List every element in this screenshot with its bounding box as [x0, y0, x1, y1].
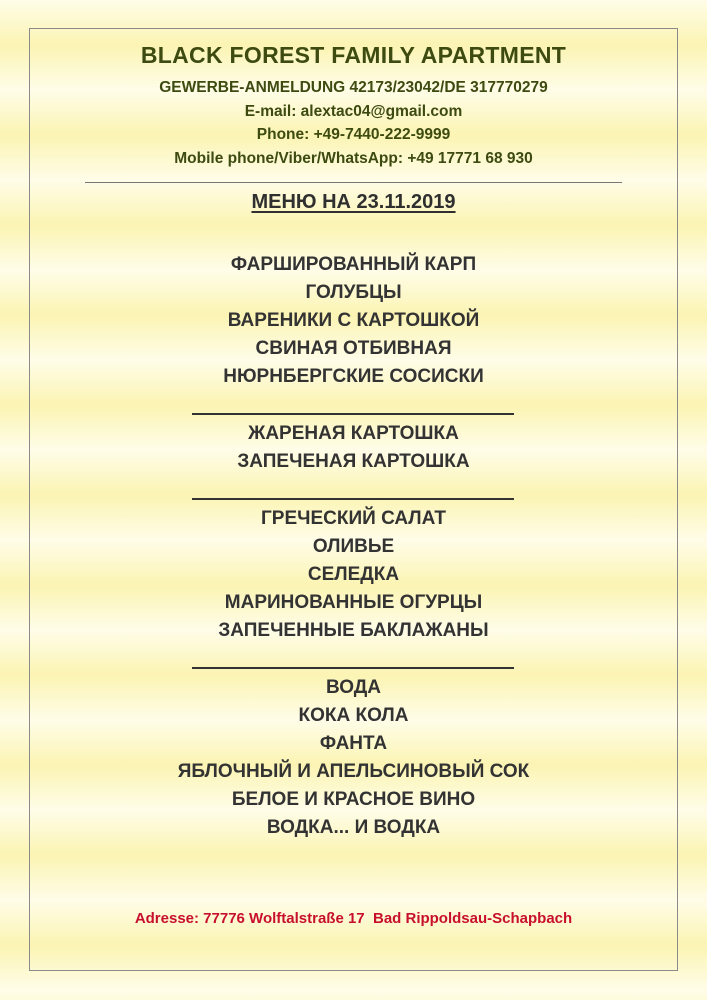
menu-item: ВОДКА... И ВОДКА: [266, 817, 441, 838]
menu-item: ЗАПЕЧЕННЫЕ БАКЛАЖАНЫ: [218, 620, 489, 641]
menu-item: ОЛИВЬЕ: [312, 536, 395, 557]
mobile-line: Mobile phone/Viber/WhatsApp: +49 17771 68 930: [174, 150, 533, 167]
section-divider: [192, 667, 514, 669]
phone-line: Phone: +49-7440-222-9999: [256, 126, 451, 143]
menu-title: [0, 191, 707, 214]
menu-item: ФАНТА: [319, 733, 388, 754]
footer-address: Adresse: 77776 Wolftalstraße 17 Bad Rippoldsau-Schapbach: [134, 910, 573, 927]
menu-item: НЮРНБЕРГСКИЕ СОСИСКИ: [223, 366, 484, 387]
email-line: E-mail: alextac04@gmail.com: [244, 103, 463, 120]
section-divider: [192, 498, 514, 500]
section-divider: [192, 413, 514, 415]
menu-item: ГОЛУБЦЫ: [305, 282, 402, 303]
menu-item: ЖАРЕНАЯ КАРТОШКА: [248, 423, 459, 444]
business-name: BLACK FOREST FAMILY APARTMENT: [140, 42, 567, 68]
menu-item: ГРЕЧЕСКИЙ САЛАТ: [261, 508, 446, 529]
menu-item: СЕЛЕДКА: [307, 564, 400, 585]
menu-title-text: МЕНЮ НА 23.11.2019: [251, 191, 456, 213]
menu-item: ФАРШИРОВАННЫЙ КАРП: [230, 254, 477, 275]
menu-item: ЯБЛОЧНЫЙ И АПЕЛЬСИНОВЫЙ СОК: [177, 761, 530, 782]
menu-item: СВИНАЯ ОТБИВНАЯ: [255, 338, 452, 359]
menu-item: ВАРЕНИКИ С КАРТОШКОЙ: [227, 310, 480, 331]
header-divider: [85, 182, 622, 183]
menu-item: БЕЛОЕ И КРАСНОЕ ВИНО: [231, 789, 476, 810]
menu-item: ВОДА: [325, 677, 382, 698]
menu-item: КОКА КОЛА: [298, 705, 409, 726]
registration-number: GEWERBE-ANMELDUNG 42173/23042/DE 317770279: [159, 79, 548, 96]
menu-item: ЗАПЕЧЕНАЯ КАРТОШКА: [237, 451, 470, 472]
menu-item: МАРИНОВАННЫЕ ОГУРЦЫ: [224, 592, 483, 613]
